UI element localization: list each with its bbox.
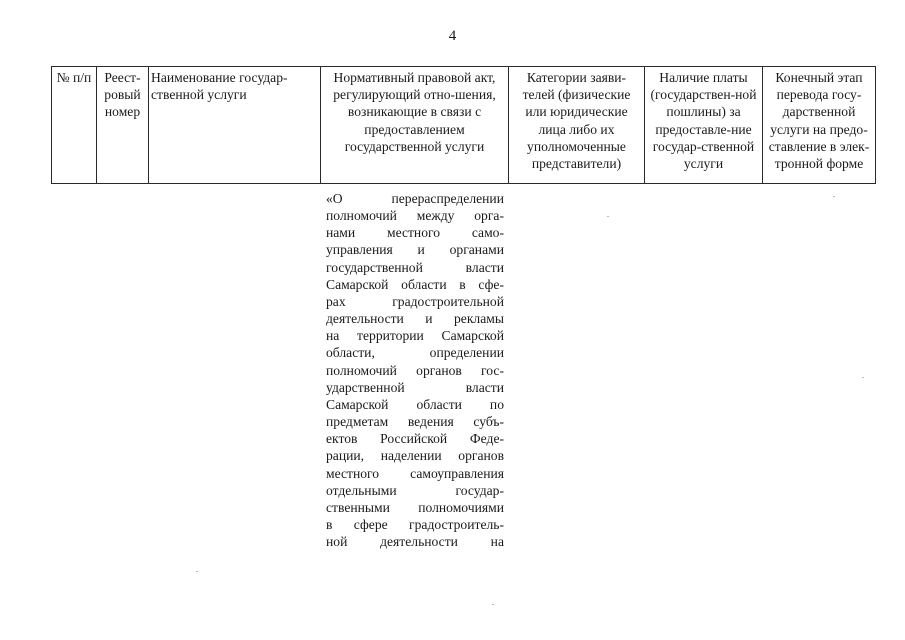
text-line: Самарской области в сфе- [326, 276, 504, 292]
col-service-name-header: Наименование государ-ственной услуги [149, 67, 321, 184]
text-line: области, определении [326, 345, 504, 361]
text-line: ектов Российской Феде- [326, 431, 504, 447]
scan-speck [862, 377, 864, 378]
text-line: управления и органами [326, 242, 504, 258]
scan-speck [196, 571, 198, 572]
text-line: государственной власти [326, 259, 504, 275]
legal-act-continuation [326, 190, 504, 550]
scan-speck [492, 604, 494, 605]
scan-speck [607, 216, 609, 217]
col-number-header: № п/п [52, 67, 97, 184]
col-legal-act-header: Нормативный правовой акт, регулирующий отно-шения, возникающие в связи с предоставлением государственной услуги [321, 67, 509, 184]
services-table-header [51, 66, 876, 184]
text-line: ударственной власти [326, 379, 504, 395]
text-line: полномочий между орга- [326, 208, 504, 224]
text-line: ственными полномочиями [326, 499, 504, 515]
text-line: деятельности и рекламы [326, 311, 504, 327]
col-applicant-category-header: Категории заяви-телей (физические или юридические лица либо их уполномоченные представители) [509, 67, 645, 184]
text-line: нами местного само- [326, 225, 504, 241]
text-line: предметам ведения субъ- [326, 414, 504, 430]
col-fee-header: Наличие платы (государствен-ной пошлины) за предоставле-ние государ-ственной услуги [645, 67, 763, 184]
text-line: в сфере градостроитель- [326, 516, 504, 532]
text-line: на территории Самарской [326, 328, 504, 344]
text-line: Самарской области по [326, 396, 504, 412]
scan-speck [833, 196, 835, 197]
text-line: рации, наделении органов [326, 448, 504, 464]
text-line: отдельными государ- [326, 482, 504, 498]
page-number: 4 [448, 28, 457, 44]
text-line: рах градостроительной [326, 293, 504, 309]
col-registry-number-header: Реест-ровый номер [97, 67, 149, 184]
col-final-stage-header: Конечный этап перевода госу-дарственной услуги на предо-ставление в элек-тронной форме [763, 67, 876, 184]
text-line: полномочий органов гос- [326, 362, 504, 378]
text-line: ной деятельности на [326, 534, 504, 550]
text-line: «О перераспределении [326, 191, 504, 206]
text-line: местного самоуправления [326, 465, 504, 481]
